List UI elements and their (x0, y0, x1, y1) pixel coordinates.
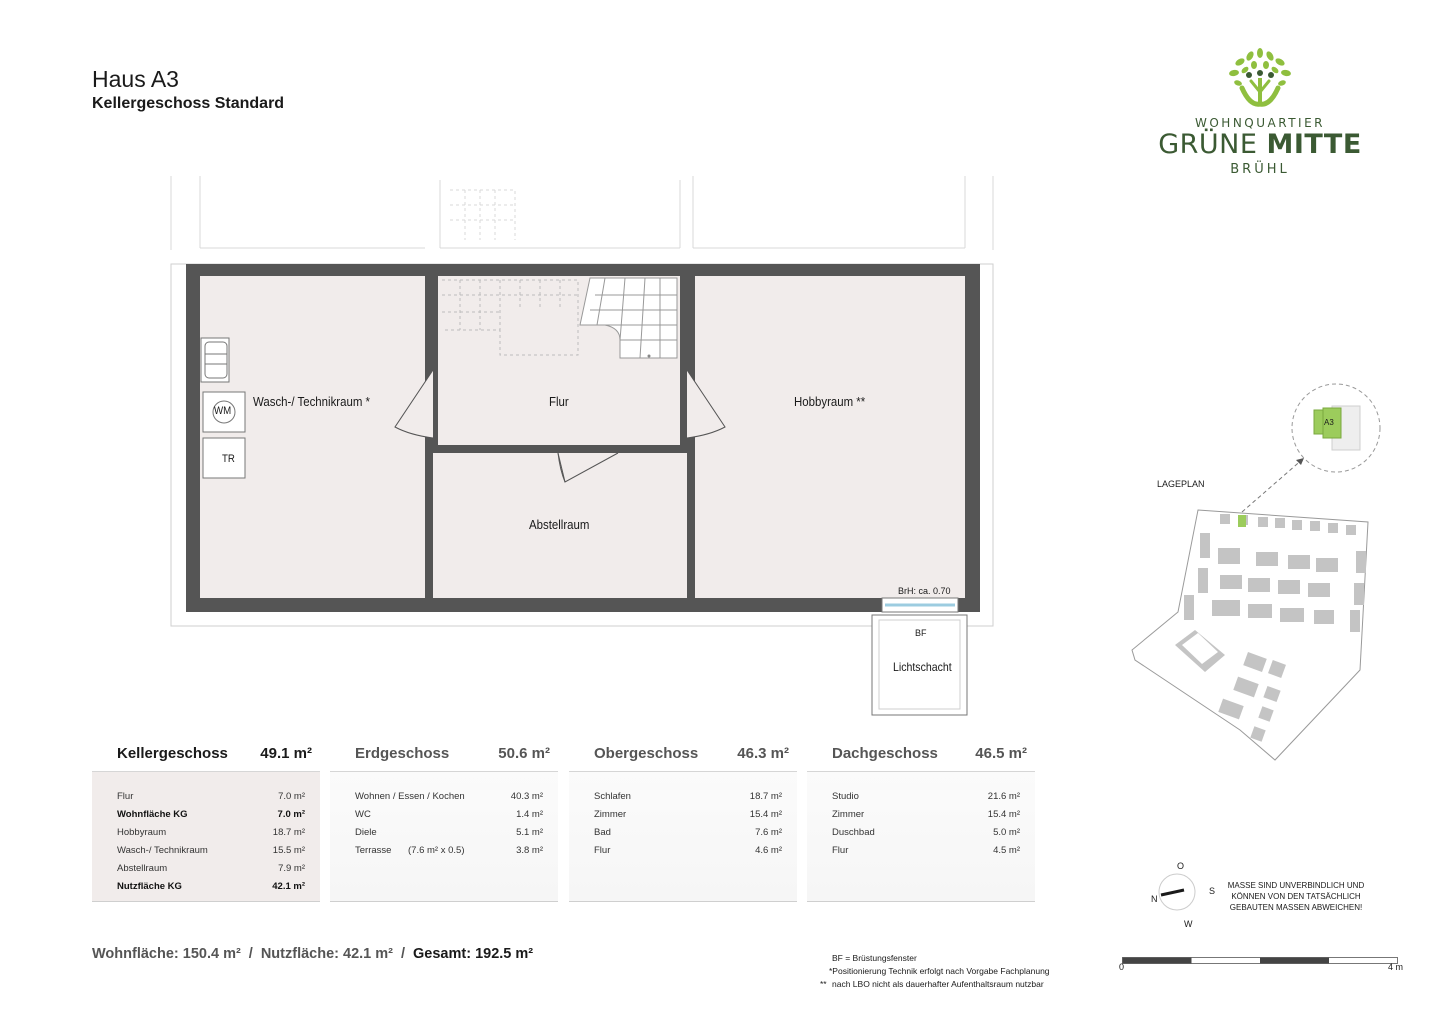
floor-area: 46.5 m² (975, 745, 1027, 762)
total-nutzflaeche: Nutzfläche: 42.1 m² (260, 946, 393, 962)
room-name: Flur (117, 791, 134, 802)
room-label-flur: Flur (549, 394, 569, 409)
table-row (92, 861, 320, 879)
page-title: Haus A3 (92, 66, 179, 92)
compass-label-o: O (1177, 861, 1185, 871)
floor-table-3 (807, 740, 1035, 902)
logo-name-light: GRÜNE (1158, 129, 1258, 160)
footnote-technik: *Positionierung Technik erfolgt nach Vorgabe Fachplanung (829, 966, 1050, 976)
compass (1145, 858, 1225, 930)
appliance-label-tr: TR (222, 453, 235, 465)
floor-table-header (92, 740, 320, 772)
room-name: Schlafen (594, 791, 631, 802)
floor-table-1 (330, 740, 558, 902)
table-row (807, 807, 1035, 825)
floor-name: Obergeschoss (594, 745, 699, 762)
table-row (807, 825, 1035, 843)
table-row (330, 843, 558, 861)
footnote-lbo: nach LBO nicht als dauerhafter Aufenthaltsraum nutzbar (832, 979, 1044, 989)
table-row (92, 825, 320, 843)
table-row (330, 807, 558, 825)
scale-bar-graphic (1122, 957, 1398, 965)
room-name: Terrasse (355, 845, 392, 856)
table-row (807, 843, 1035, 861)
total-wohnflaeche: Wohnfläche: 150.4 m² (92, 946, 241, 962)
room-name: Zimmer (832, 809, 865, 820)
tree-logo-icon (1220, 48, 1300, 110)
floor-table-body (92, 772, 320, 902)
room-area: 7.0 m² (278, 791, 305, 802)
room-name: Wasch-/ Technikraum (117, 845, 208, 856)
disclaimer: MASSE SIND UNVERBINDLICH UND KÖNNEN VON DEN TATSÄCHLICH GEBAUTEN MASSEN ABWEICHEN! (1227, 881, 1365, 912)
floor-plan-drawing (165, 170, 1005, 720)
bf-label: BF (915, 628, 927, 638)
logo-kicker: WOHNQUARTIER (1194, 116, 1325, 130)
table-row (569, 843, 797, 861)
table-row (92, 789, 320, 807)
compass-label-w: W (1184, 919, 1193, 929)
site-plan-map (1120, 380, 1420, 770)
table-row (807, 789, 1035, 807)
floor-table-body (330, 772, 558, 902)
site-plan (1120, 380, 1420, 770)
compass-label-s: S (1209, 886, 1216, 896)
floor-plan (165, 170, 1005, 720)
room-area: 18.7 m² (749, 791, 782, 802)
parapet-height-note: BrH: ca. 0.70 (898, 586, 951, 596)
table-row (569, 807, 797, 825)
room-area: 15.4 m² (749, 809, 782, 820)
floor-name: Dachgeschoss (832, 745, 938, 762)
table-row (92, 807, 320, 825)
table-row (330, 825, 558, 843)
floor-table-body (807, 772, 1035, 902)
floor-table-header (569, 740, 797, 772)
brand-logo (1150, 48, 1370, 188)
table-row (569, 825, 797, 843)
room-area: 3.8 m² (516, 845, 543, 856)
room-name: Bad (594, 827, 611, 838)
logo-city: BRÜHL (1230, 162, 1290, 177)
room-name: WC (355, 809, 371, 820)
room-name: Flur (832, 845, 849, 856)
room-name: Flur (594, 845, 611, 856)
room-area: 21.6 m² (987, 791, 1020, 802)
room-name: Hobbyraum (117, 827, 167, 838)
room-area: 7.9 m² (278, 863, 305, 874)
floor-table-0 (92, 740, 320, 902)
room-area: 42.1 m² (272, 881, 305, 892)
room-name: Diele (355, 827, 377, 838)
totals-separator: / (400, 946, 406, 962)
area-totals (92, 946, 533, 962)
room-area: 4.5 m² (993, 845, 1020, 856)
scale-end-label: 4 m (1388, 962, 1404, 972)
scale-bar (1122, 952, 1398, 960)
appliance-label-wm: WM (214, 405, 232, 417)
room-label-wasch: Wasch-/ Technikraum * (253, 394, 370, 409)
room-area: 15.4 m² (987, 809, 1020, 820)
room-note: (7.6 m² x 0.5) (408, 845, 465, 856)
floor-table-header (330, 740, 558, 772)
room-area: 18.7 m² (272, 827, 305, 838)
room-label-hobby: Hobbyraum ** (794, 394, 866, 409)
scale-start-label: 0 (1119, 962, 1125, 972)
siteplan-label: LAGEPLAN (1157, 479, 1205, 489)
total-gesamt: Gesamt: 192.5 m² (413, 946, 534, 962)
room-area: 5.1 m² (516, 827, 543, 838)
room-label-abstell: Abstellraum (529, 517, 590, 532)
floor-table-header (807, 740, 1035, 772)
footnote-lbo-mark: ** (820, 979, 827, 989)
floor-area: 46.3 m² (737, 745, 789, 762)
table-row (92, 879, 320, 897)
room-area: 1.4 m² (516, 809, 543, 820)
room-area: 40.3 m² (510, 791, 543, 802)
floor-name: Erdgeschoss (355, 745, 450, 762)
logo-name (1150, 130, 1370, 160)
floor-name: Kellergeschoss (117, 745, 228, 762)
totals-separator: / (248, 946, 253, 962)
siteplan-house-tag: A3 (1324, 418, 1334, 427)
compass-label-n: N (1151, 894, 1158, 904)
floor-table-2 (569, 740, 797, 902)
room-area: 15.5 m² (272, 845, 305, 856)
page-subtitle: Kellergeschoss Standard (92, 95, 285, 112)
footnote-bf: BF = Brüstungsfenster (832, 953, 917, 963)
table-row (92, 843, 320, 861)
room-name: Duschbad (832, 827, 875, 838)
room-name: Nutzfläche KG (117, 881, 182, 892)
room-name: Zimmer (594, 809, 627, 820)
room-area: 4.6 m² (755, 845, 782, 856)
table-row (569, 789, 797, 807)
floor-area: 50.6 m² (498, 745, 550, 762)
room-area: 7.0 m² (277, 809, 305, 820)
room-name: Wohnfläche KG (117, 809, 188, 820)
room-area: 7.6 m² (755, 827, 782, 838)
room-area: 5.0 m² (993, 827, 1020, 838)
room-name: Wohnen / Essen / Kochen (355, 791, 465, 802)
table-row (330, 789, 558, 807)
room-name: Abstellraum (117, 863, 168, 874)
logo-name-bold: MITTE (1266, 129, 1362, 160)
room-label-lichtschacht: Lichtschacht (893, 660, 952, 674)
floor-table-body (569, 772, 797, 902)
room-name: Studio (832, 791, 859, 802)
floor-area: 49.1 m² (260, 745, 312, 762)
